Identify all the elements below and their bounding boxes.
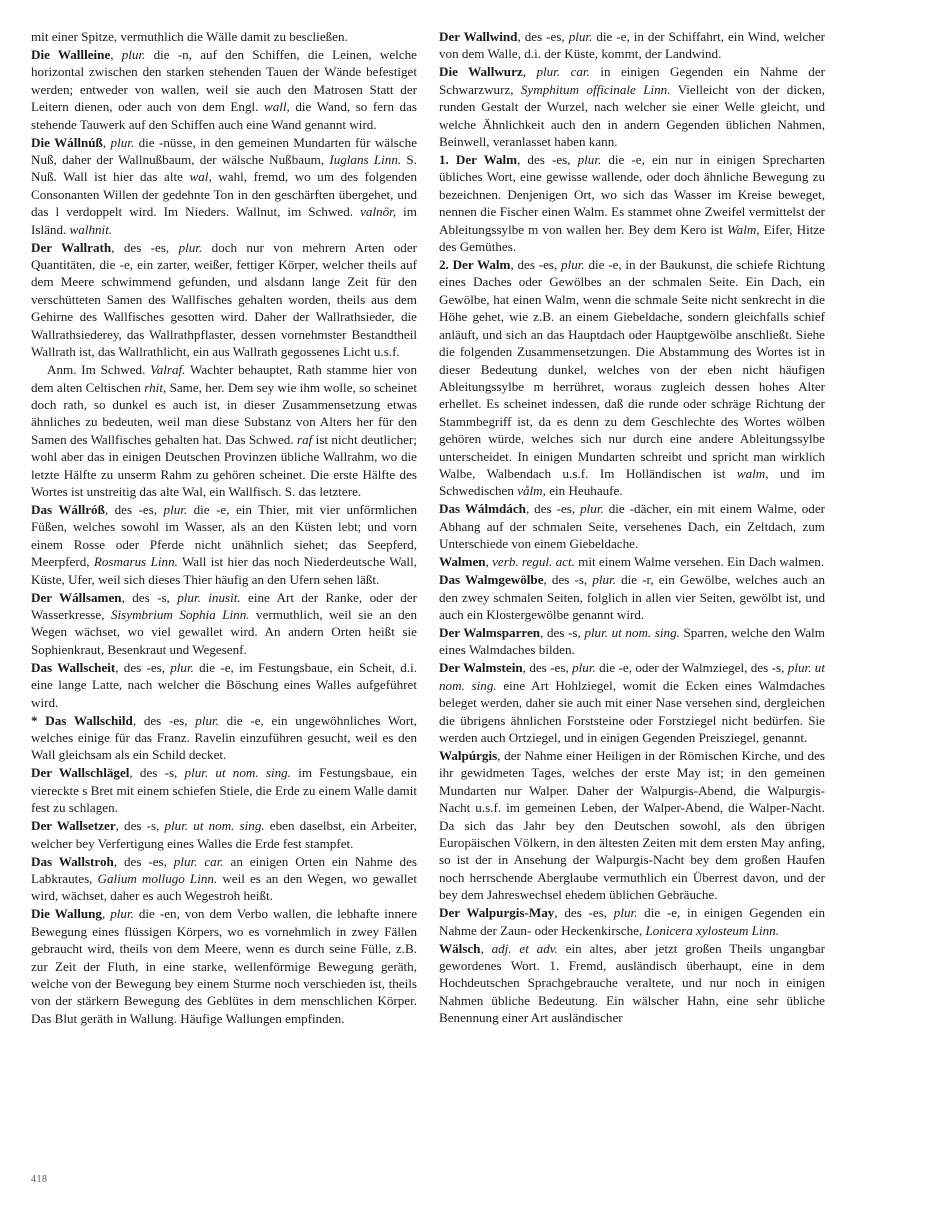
entry-text: , des -es, xyxy=(113,853,174,869)
entry-text: die -e, in einigen Gegenden ein Nahme der Zaun- oder Heckenkirsche, xyxy=(439,905,826,938)
entry-text: weil es an den Wegen, wo gewallet wird, wächset, daher es auch Wegestroh heißt. xyxy=(31,871,418,904)
entry-text: die -e, ein ungewöhnliches Wort, welches einige für das Franz. Ravelin einzuführen gesucht, weil es den Wall gleichsam als ein Schild decket. xyxy=(31,712,417,763)
entry-text: , des -es, xyxy=(517,29,569,44)
entry-italic-text: Iuglans Linn. xyxy=(329,152,402,168)
entry-italic-text: Lonicera xylosteum Linn. xyxy=(645,922,779,938)
dictionary-entry xyxy=(31,589,417,659)
entry-headword: Der Wallschlägel xyxy=(31,765,130,781)
left-column xyxy=(31,28,417,1028)
entry-text: mit einem Walme versehen. Ein Dach walmen. xyxy=(574,554,825,570)
entry-text: , des -es, xyxy=(517,152,578,168)
dictionary-entry xyxy=(439,63,825,150)
entry-italic-text: plur. xyxy=(121,47,146,62)
entry-text: ein altes, aber jetzt großen Theils ungangbar gewordenes Wort. 1. Fremd, ausländisch überhaupt, eine in dem Hochdeutschen Sprachgebrauche veraltete, und nur noch in einigen Nahmen übliche Bedeutung. Ein wälscher Hahn, eine sehr übliche Benennung einer Art ausländischer xyxy=(439,940,825,1026)
entry-text: , xyxy=(101,906,111,922)
entry-text: Wall ist hier das noch Niederdeutsche Wall, Küste, Ufer, weil sich dieses Thier häufig an den Ufern sehen läßt. xyxy=(31,554,417,587)
entry-italic-text: Valraf. xyxy=(150,362,186,378)
entry-headword: Die Wallleine xyxy=(31,47,111,62)
entry-italic-text: plur. xyxy=(178,239,203,255)
entry-italic-text: plur. ut nom. sing. xyxy=(164,818,265,834)
entry-text: im Festungsbaue, ein viereckte s Bret mit einem schiefen Stiele, die Erde zu einem Walle damit fest zu schlagen. xyxy=(31,765,418,816)
entry-headword: Die Wallwurz xyxy=(439,64,523,80)
entry-italic-text: wal, xyxy=(189,169,212,185)
entry-text: Anm. Im Schwed. xyxy=(47,362,151,378)
dictionary-entry xyxy=(439,659,825,746)
entry-text: die -dächer, ein mit einem Walme, oder Abhang auf der schmalen Seite, versehenes Dach, ein Zeltdach, zum Unterschiede von einem Giebeldache. xyxy=(439,501,825,552)
dictionary-entry xyxy=(31,712,417,764)
entry-headword: Das Wállróß xyxy=(31,501,105,517)
entry-text: eine Art der Ranke, oder der Wasserkresse, xyxy=(31,589,417,622)
entry-italic-text: plur. inusit. xyxy=(177,589,241,605)
entry-italic-text: plur. xyxy=(580,501,604,517)
entry-headword: Das Wallscheit xyxy=(31,659,116,675)
entry-italic-text: Sisymbrium Sophia Linn. xyxy=(111,606,250,622)
dictionary-entry xyxy=(439,624,825,659)
entry-text: , des -es, xyxy=(525,501,581,517)
dictionary-entry xyxy=(439,553,825,570)
entry-text: doch nur von mehrern Arten oder Quantitäten, die -e, ein zarter, weißer, fettiger Körper, welcher theils auf dem Meere schwimmend gefunden, und alsdann lange Zeit für den verschütteten Samen des Wallfisches gehalten worden, theils aus dem Gehirne des Wallfisches gesotten wird. Daher der Wallrathsieder, die Wallrathsiederey, das Wallrathpflaster, dessen vornehmster Bestandtheil Wallrath ist, das Wallrathlicht, ein aus Wallrath gegossenes Licht u.s.f. xyxy=(31,239,417,360)
entry-italic-text: plur. xyxy=(568,29,593,44)
entry-text: , des -es, xyxy=(510,257,562,273)
entry-headword: Das Walmgewölbe xyxy=(439,572,544,588)
entry-italic-text: valnör, xyxy=(360,204,397,220)
entry-text: die -r, ein Gewölbe, welches auch an den zwey schmalen Seiten, folglich in allen vier Seiten, gewölbt ist, und auch ein Klostergewölbe genannt wird. xyxy=(439,572,825,622)
entry-italic-text: plur. xyxy=(577,152,602,168)
entry-italic-text: Rosmarus Linn. xyxy=(93,554,178,570)
entry-headword: Wälsch xyxy=(439,940,481,956)
entry-italic-text: plur. xyxy=(195,712,219,728)
entry-headword: Walmen xyxy=(439,554,486,570)
entry-italic-text: plur. xyxy=(572,660,596,676)
entry-headword: Das Wallstroh xyxy=(31,853,114,869)
entry-italic-text: plur. xyxy=(110,134,135,150)
entry-text: , xyxy=(110,47,122,62)
entry-headword: 1. Der Walm xyxy=(439,152,518,168)
entry-headword: * Das Wallschild xyxy=(31,712,133,728)
entry-text: , des -es, xyxy=(115,659,171,675)
dictionary-entry xyxy=(31,905,417,1027)
continuation-text: mit einer Spitze, vermuthlich die Wälle damit zu bescließen. xyxy=(31,29,348,44)
entry-text: , des -es, xyxy=(554,905,614,921)
entry-text: wahl, fremd, wo um des folgenden Consonanten Willen der gedehnte Ton in den geschärften übergehet, und das l verdoppelt wird. Im Nieders. Wallnut, im Schwed. xyxy=(31,169,417,220)
entry-text: , des -s, xyxy=(540,624,585,640)
dictionary-entry xyxy=(31,659,417,711)
entry-text: , des -s, xyxy=(115,818,165,834)
entry-italic-text: vålm, xyxy=(517,483,546,499)
entry-italic-text: plur. ut nom. sing. xyxy=(439,660,825,693)
dictionary-entry xyxy=(439,940,825,1027)
entry-italic-text: walhnit. xyxy=(69,221,113,237)
entry-italic-text: Symphitum officinale Linn. xyxy=(520,81,671,97)
entry-text: an einigen Orten ein Nahme des Labkrautes, xyxy=(31,853,417,887)
entry-text: die -e, ein nur in einigen Sprecharten übliches Wort, eine gewisse wallende, oder doch ähnliche Bewegung zu bezeichnen. Denjenigen Ort, wo sich das Wasser im Kreise beweget, nennen die Fischer einen Walm. Es stammet ohne Zweifel vermittelst der Ableitungssylbe m von wallen her. Bey dem Kero ist xyxy=(439,152,825,237)
entry-text: vermuthlich, weil sie an den Wegen wächset, wo viel gewallet wird. An andern Orten heißt sie Sophienkraut, Besenkraut und Wegesenf. xyxy=(31,606,417,657)
entry-headword: 2. Der Walm xyxy=(439,257,511,273)
dictionary-entry xyxy=(31,46,417,133)
entry-text: , des -s, xyxy=(129,765,185,781)
entry-text: Wachter behauptet, Rath stamme hier von dem alten Celtischen xyxy=(31,362,417,395)
entry-headword: Der Wallrath xyxy=(31,239,112,255)
dictionary-entry xyxy=(439,28,825,63)
entry-text: die -e, in der Schiffahrt, ein Wind, welcher von dem Walle, d.i. der Küste, kommt, der Landwind. xyxy=(439,29,826,62)
entry-headword: Der Wallsetzer xyxy=(31,818,116,834)
right-entries xyxy=(439,28,825,1027)
entry-text: , xyxy=(522,64,537,80)
dictionary-entry xyxy=(31,361,417,500)
entry-headword: Der Walmstein xyxy=(439,660,523,676)
entry-text: und im Schwedischen xyxy=(439,465,825,499)
entry-italic-text: walm, xyxy=(736,465,769,481)
entry-text: eben daselbst, ein Arbeiter, welcher bey Verfertigung eines Walles die Erde fest stampfet. xyxy=(31,818,418,851)
dictionary-entry xyxy=(31,817,417,852)
entry-text: ein Heuhaufe. xyxy=(545,483,623,499)
entry-text: , xyxy=(102,134,111,150)
page-number: 418 xyxy=(31,1174,48,1185)
entry-text: im Isländ. xyxy=(31,204,417,237)
entry-text: die -en, von dem Verbo wallen, die lebhafte innere Bewegung eines flüssigen Körpers, wo es vornehmlich in zwey Fällen gebraucht wird, theils von dem Meere, wenn es durch seine Fülle, z.B. zur Zeit der Fluth, in eine starke, wellenförmige Bewegung geräth, welche von der Bewegung bey einem Sturme noch verschieden ist, theils von der stärkern Bewegung des Geblütes in dem menschlichen Körper. Das Blut geräth in Wallung. Häufige Wallungen empfinden. xyxy=(31,906,418,1026)
dictionary-entry xyxy=(439,904,825,939)
entry-headword: Der Wallwind xyxy=(439,29,518,44)
entry-italic-text: plur. car. xyxy=(173,853,224,869)
entry-text: , des -es, xyxy=(104,501,164,517)
entry-italic-text: adj. et adv. xyxy=(491,940,558,956)
entry-headword: Das Wálmdách xyxy=(439,501,526,517)
entry-text: , xyxy=(485,554,493,570)
dictionary-entry xyxy=(31,853,417,905)
entry-italic-text: plur. xyxy=(163,501,188,517)
dictionary-entry xyxy=(31,134,417,238)
entry-text: in einigen Gegenden ein Nahme der Schwarzwurz, xyxy=(439,64,826,97)
entry-italic-text: plur. xyxy=(110,906,134,922)
dictionary-entry xyxy=(31,764,417,816)
entry-text: , des -es, xyxy=(132,712,196,728)
entry-italic-text: Walm, xyxy=(726,221,760,237)
entry-headword: Der Walmsparren xyxy=(439,624,541,640)
entry-text: , des -es, xyxy=(111,239,179,255)
entry-text: Vielleicht von der dicken, runden Gestalt der Wurzel, nach welcher sie einer Welle gleicht, und welche Ähnlichkeit auch den in andern Gegenden üblichen Nahmen, Beinwell, veranlasset haben kann. xyxy=(439,81,825,150)
entry-italic-text: plur. xyxy=(592,572,616,588)
dictionary-entry xyxy=(439,151,825,255)
dictionary-entry xyxy=(439,747,825,904)
entry-headword: Die Wállnúß xyxy=(31,134,103,150)
entry-italic-text: plur. car. xyxy=(536,64,590,80)
entry-text: Eifer, Hitze des Gemüthes. xyxy=(439,221,825,255)
entry-italic-text: plur. xyxy=(613,905,638,921)
entry-italic-text: plur. ut nom. sing. xyxy=(184,765,291,781)
entry-text: die -nüsse, in den gemeinen Mundarten für wälsche Nuß, daher der Wallnußbaum, der wälsche Nußbaum, xyxy=(31,134,418,168)
entry-text: S. Nuß. Wall ist hier das alte xyxy=(31,152,417,185)
dictionary-entry xyxy=(439,500,825,552)
entry-italic-text: plur. ut nom. sing. xyxy=(584,624,680,640)
entry-text: die -e, in der Baukunst, die schiefe Richtung eines Daches oder Gewölbes an der schmalen Seite. Ein Dach, ein Gewölbe, hat einen Walm, wenn die schmale Seite nicht senkrecht in die Höhe gehet, wie z.B. an einem Giebeldache, sondern gleichfalls schief anläuft, und sich an das Hauptdach oder Hauptgewölbe anschließt. Siehe die folgenden Zusammensetzungen. Die Abstammung des Wortes ist in dieser Bedeutung dunkel, welches von der eben nicht häufigen Ableitungssylbe m herrühret, woraus zugleich dessen hohes Alter erhellet. Es scheinet indessen, daß die runde oder schräge Richtung der Stammbegriff ist, da es denn zu dem Geschlechte des Wortes wölben gehören würde, welches sich nur durch eine andere Ableitungssylbe unterscheidet. In einigen Mundarten schreibt und spricht man wirklich Walbe, Walbendach u.s.f. Im Holländischen ist xyxy=(439,257,825,481)
entry-text: die -e, oder der Walmziegel, des -s, xyxy=(595,660,788,676)
entry-headword: Der Wállsamen xyxy=(31,589,122,605)
entry-text: eine Art Hohlziegel, womit die Ecken eines Walmdaches beleget werden, daher sie auch mit einer Nase versehen sind, dergleichen die übrigens ähnlichen Forststeine oder Forstziegel nicht bedürfen. Sie werden auch Ortziegel, und in einigen Gegenden Preisziegel, genannt. xyxy=(439,677,825,745)
entry-text: , des -s, xyxy=(121,589,178,605)
entry-italic-text: raf xyxy=(297,431,313,447)
entry-text: die -e, ein Thier, mit vier unförmlichen Füßen, welches sowohl im Wasser, als an den Küsten lebt; und vorn einem Rosse oder Pferde nicht unähnlich siehet; das Seepferd, Meerpferd, xyxy=(31,501,417,570)
entry-headword: Walpúrgis xyxy=(439,748,498,763)
entry-italic-text: rhit, xyxy=(144,379,167,395)
entry-headword: Die Wallung xyxy=(31,906,102,922)
entry-text: , xyxy=(480,940,492,956)
dictionary-entry xyxy=(439,256,825,500)
dictionary-entry xyxy=(439,571,825,623)
entry-text: die Wand, so fern das stehende Tauwerk auf den Schiffen auch eine Wand genannt wird. xyxy=(31,99,417,132)
entry-italic-text: wall, xyxy=(263,99,290,115)
entry-italic-text: Galium mollugo Linn. xyxy=(97,871,218,887)
dictionary-entry xyxy=(31,501,417,588)
entry-text: die -e, im Festungsbaue, ein Scheit, d.i. eine lange Latte, nach welcher die Böschung eines Walles aufgeführet wird. xyxy=(31,659,418,710)
dictionary-entry xyxy=(31,239,417,361)
entry-headword: Der Walpurgis-May xyxy=(439,905,555,921)
left-entries xyxy=(31,46,417,1027)
entry-text: Sparren, welche den Walm eines Walmdaches bilden. xyxy=(439,624,825,658)
entry-text: , des -s, xyxy=(543,572,593,588)
entry-italic-text: verb. regul. act. xyxy=(492,554,575,570)
entry-italic-text: plur. xyxy=(170,659,194,675)
entry-text: Same, her. Dem sey wie ihm wolle, so scheinet doch rath, so dunkel es auch ist, in dieser Zusammensetzung etwas ähnliches zu bedeuten, weil man diese Substanz von Alters her für den Samen des Wallfisches gehalten hat. Das Schwed. xyxy=(31,379,417,447)
entry-text: ist nicht deutlicher; wohl aber das in einigen Deutschen Provinzen übliche Wallrahm, wo die letzte Hälfte zu unserm Rahm zu gehören scheinet. Die erste Hälfte des Wortes ist unstreitig das alte Wal, ein Wallfisch. S. das letztere. xyxy=(31,431,417,499)
entry-text: , des -es, xyxy=(522,660,573,676)
entry-italic-text: plur. xyxy=(561,257,585,273)
right-column xyxy=(439,28,825,1027)
entry-text: die -n, auf den Schiffen, die Leinen, welche horizontal zwischen den starken stehenden Tauen der Wände befestiget werden; entweder von wallen, weil sie auch den Matrosen Statt der Leitern dienen, oder auch von dem Engl. xyxy=(31,47,417,115)
entry-text: , der Nahme einer Heiligen in der Römischen Kirche, und des ihr gewidmeten Tages, welches der erste May ist; in den gemeinen Mundarten nur Walper. Daher der Walpurgis-Abend, die Walpurgis-Nacht u.s.f. im gemeinen Leben, der Walper-Abend, die Walper-Nacht. Da sich das Jahr bey den Deutschen sowohl, als den übrigen Europäischen Völkern, in den ältesten Zeiten mit dem ersten May anfing, so ist der in Ansehung der Walpurgis-Nacht bey dem großen Haufen noch herrschende Aberglaube vermuthlich ein Überrest davon, und der bey dem Jahreswechsel ehedem üblichen Gebräuche. xyxy=(439,748,825,903)
